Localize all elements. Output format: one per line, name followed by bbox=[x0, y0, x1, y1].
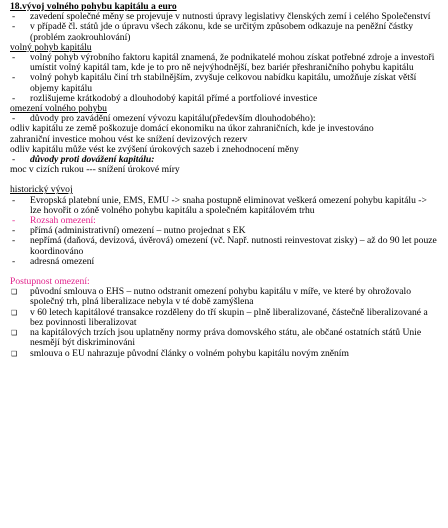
list-item bbox=[10, 328, 440, 348]
list-item-text: Evropská platební unie, EMS, EMU -> snaha postupně eliminovat veškerá omezení pohybu kapitálu -> lze hovořit o zóně volného pohybu kapitálu a společném kapitálovém trhu bbox=[30, 194, 427, 216]
dash-bullet: - bbox=[12, 11, 16, 23]
subsection-label-rozsah: Rozsah omezení: bbox=[30, 215, 96, 227]
list-item-text: v případě čl. států jde o úpravu všech zákonu, kde se určitým způsobem odkazuje na peněžní částky (problém zaokrouhlování) bbox=[30, 21, 414, 43]
text-line: odliv kapitálu může vést ke zvýšení úrokových sazeb i znehodnocení měny bbox=[10, 143, 299, 155]
list-item bbox=[10, 22, 440, 42]
list-item bbox=[10, 236, 440, 256]
list-item-text: v 60 letech kapitálové transakce rozděleny do tří skupin – plně liberalizované, částečně liberalizované a bez povinnosti liberalizovat bbox=[30, 306, 428, 328]
list-item bbox=[10, 155, 440, 165]
dash-bullet: - bbox=[12, 225, 16, 237]
list-item-text: volný pohyb kapitálu činí trh stabilnějším, zvyšuje celkovou nabídku kapitálu, umožňuje získat větší objemy kapitálu bbox=[30, 72, 417, 94]
list-item-text: důvody proti dovážení kapitálu: bbox=[30, 154, 155, 166]
square-bullet-icon: ❑ bbox=[11, 349, 18, 358]
square-bullet-icon: ❑ bbox=[11, 308, 18, 317]
dash-bullet: - bbox=[12, 21, 16, 33]
document-title: 18.vývoj volného pohybu kapitálu a euro bbox=[10, 1, 177, 12]
list-item-text: přímá (administrativní) omezení – nutno projednat s EK bbox=[30, 225, 246, 237]
list-item bbox=[10, 53, 440, 73]
dash-bullet: - bbox=[12, 72, 16, 84]
list-item bbox=[10, 257, 440, 267]
square-bullet-icon: ❑ bbox=[11, 329, 18, 338]
list-item bbox=[10, 349, 440, 359]
list-item-text: smlouva o EU nahrazuje původní články o volném pohybu kapitálu novým zněním bbox=[30, 347, 349, 359]
dash-bullet: - bbox=[12, 215, 16, 227]
dash-bullet: - bbox=[12, 255, 16, 267]
square-bullet-icon: ❑ bbox=[11, 288, 18, 297]
dash-bullet: - bbox=[12, 154, 16, 166]
dash-bullet: - bbox=[12, 92, 16, 104]
text-line: odliv kapitálu ze země poškozuje domácí ekonomiku na úkor zahraničních, kde je investováno bbox=[10, 123, 374, 135]
subsection-label-postupnost: Postupnost omezení: bbox=[10, 276, 90, 288]
text-line: moc v cizích rukou --- snížení úrokové míry bbox=[10, 164, 180, 176]
list-item-text: původní smlouva o EHS – nutno odstranit omezení pohybu kapitálu v míře, ve které by ohrožovalo společný trh, plná liberalizace nebyla v té době zamýšlena bbox=[30, 286, 412, 308]
list-item-text: adresná omezení bbox=[30, 255, 95, 267]
dash-bullet: - bbox=[12, 52, 16, 64]
list-item bbox=[10, 196, 440, 216]
spacer bbox=[10, 175, 440, 185]
list-item-text: nepřímá (daňová, devizová, úvěrová) omezení (vč. Např. nutnosti reinvestovat zisky) – až do 90 let pouze koordinováno bbox=[30, 235, 437, 257]
list-item-text: na kapitálových trzích jsou uplatněny normy práva domovského státu, ale občané ostatních států Unie nesmějí být diskriminováni bbox=[30, 327, 422, 349]
list-item bbox=[10, 94, 440, 104]
list-item bbox=[10, 73, 440, 93]
list-item-text: zavedení společné měny se projevuje v nutnosti úpravy legislativy členských zemí i celého Společenství bbox=[30, 11, 431, 23]
section-heading-omezeni: omezení volného pohybu bbox=[10, 103, 107, 115]
section-heading-historicky-vyvoj: historický vývoj bbox=[10, 184, 73, 196]
list-item-text: volný pohyb výrobního faktoru kapitál znamená, že podnikatelé mohou získat potřebné zdroje a investoři umístit volný kapitál tam, kde je to pro ně nejvýhodnější, bez bariér přeshraničního pohybu kapitálu bbox=[30, 52, 435, 74]
list-item-text: rozlišujeme krátkodobý a dlouhodobý kapitál přímé a portfoliové investice bbox=[30, 92, 318, 104]
dash-bullet: - bbox=[12, 113, 16, 125]
dash-bullet: - bbox=[12, 235, 16, 247]
list-item-text: důvody pro zavádění omezení vývozu kapitálu(především dlouhodobého): bbox=[30, 113, 316, 125]
list-item bbox=[10, 287, 440, 307]
section-heading-volny-pohyb: volný pohyb kapitálu bbox=[10, 41, 92, 53]
text-line: zahraniční investice mohou vést ke snížení devizových rezerv bbox=[10, 133, 248, 145]
list-item bbox=[10, 114, 440, 124]
dash-bullet: - bbox=[12, 194, 16, 206]
list-item bbox=[10, 308, 440, 328]
